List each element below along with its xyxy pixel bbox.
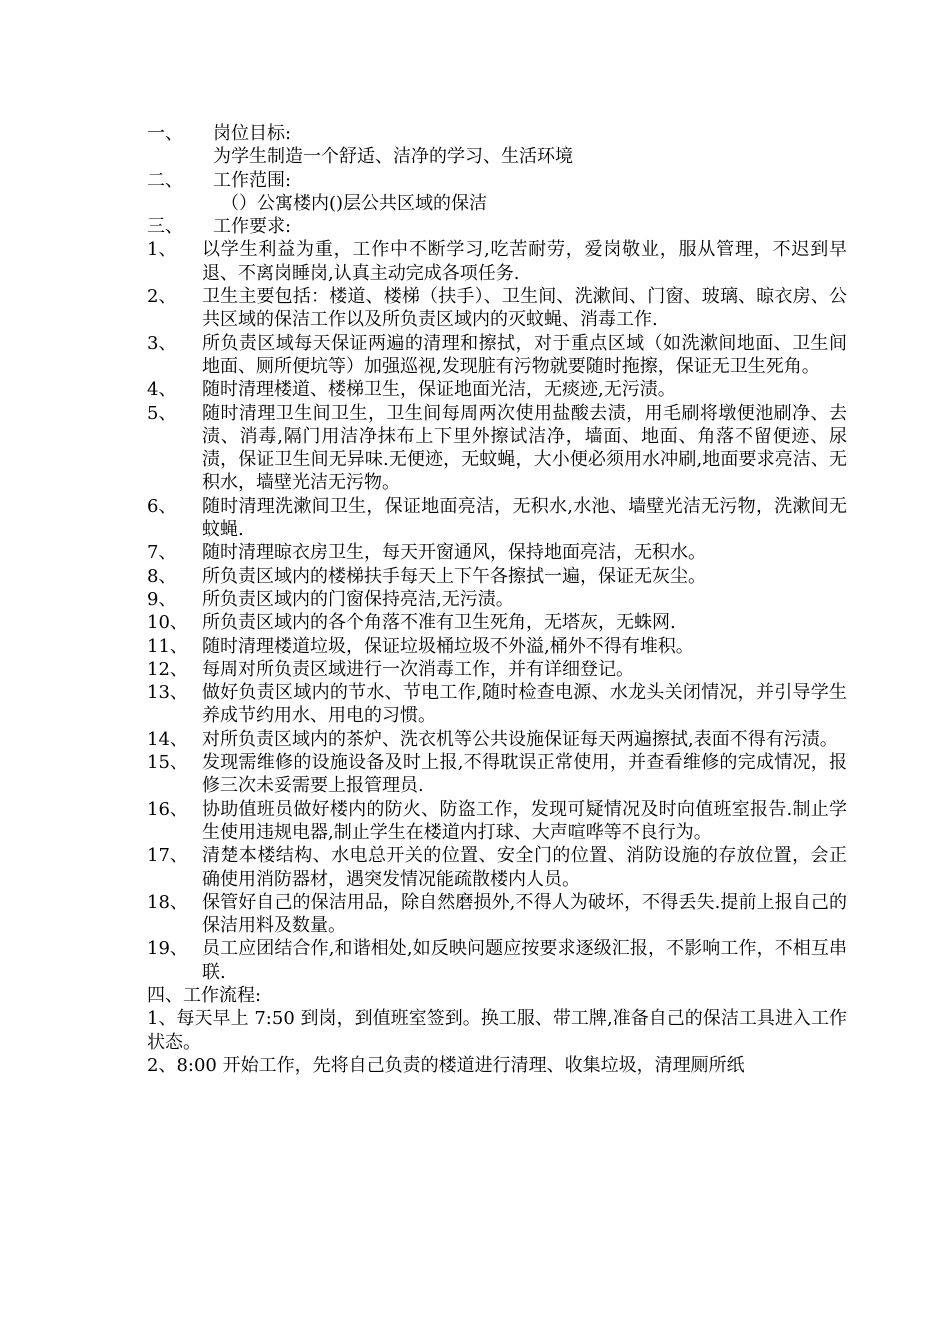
item-text: 卫生主要包括：楼道、楼梯（扶手）、卫生间、洗漱间、门窗、玻璃、晾衣房、公共区域的保洁工作以及所负责区域内的灭蚊蝇、消毒工作. xyxy=(202,286,847,331)
item-text: 发现需维修的设施设备及时上报,不得耽误正常使用，并查看维修的完成情况，报修三次未妥需要上报管理员. xyxy=(202,752,847,797)
list-item xyxy=(147,658,847,681)
item-text: 所负责区域每天保证两遍的清理和擦拭，对于重点区域（如洗漱间地面、卫生间地面、厕所便坑等）加强巡视,发现脏有污物就要随时拖擦，保证无卫生死角。 xyxy=(202,332,847,377)
section-goal xyxy=(147,122,847,145)
item-text: 以学生利益为重，工作中不断学习,吃苦耐劳，爱岗敬业，服从管理，不迟到早退、不离岗睡岗,认真主动完成各项任务. xyxy=(202,239,847,284)
list-item xyxy=(147,937,847,984)
item-number: 8、 xyxy=(147,565,177,587)
item-number: 9、 xyxy=(147,588,177,610)
list-item xyxy=(147,495,847,542)
item-number: 12、 xyxy=(147,658,188,680)
item-number: 2、 xyxy=(147,286,177,308)
item-text: 协助值班员做好楼内的防火、防盗工作，发现可疑情况及时向值班室报告.制止学生使用违规电器,制止学生在楼道内打球、大声喧哗等不良行为。 xyxy=(202,798,847,843)
list-item xyxy=(147,844,847,891)
requirements-list xyxy=(147,238,847,984)
section-requirements xyxy=(147,215,847,238)
list-item xyxy=(147,378,847,401)
list-item xyxy=(147,565,847,588)
item-number: 6、 xyxy=(147,495,177,517)
item-number: 18、 xyxy=(147,891,188,913)
item-text: 清楚本楼结构、水电总开关的位置、安全门的位置、消防设施的存放位置，会正确使用消防器材，遇突发情况能疏散楼内人员。 xyxy=(202,845,847,890)
section-number: 三、 xyxy=(147,216,183,238)
list-item xyxy=(147,588,847,611)
item-number: 4、 xyxy=(147,379,177,401)
section-body: （）公寓楼内()层公共区域的保洁 xyxy=(221,192,488,214)
workflow-step: 1、每天早上 7:50 到岗，到值班室签到。换工服、带工牌,准备自己的保洁工具进入工作状态。 xyxy=(147,1008,847,1053)
list-item xyxy=(147,611,847,634)
section-body: 为学生制造一个舒适、洁净的学习、生活环境 xyxy=(213,146,573,168)
item-number: 11、 xyxy=(147,635,188,657)
item-text: 随时清理晾衣房卫生，每天开窗通风，保持地面亮洁，无积水。 xyxy=(202,542,706,564)
item-text: 随时清理楼道、楼梯卫生，保证地面光洁，无痰迹,无污渍。 xyxy=(202,379,676,401)
item-text: 做好负责区域内的节水、节电工作,随时检查电源、水龙头关闭情况，并引导学生养成节约用水、用电的习惯。 xyxy=(202,682,847,727)
list-item xyxy=(147,681,847,728)
item-number: 3、 xyxy=(147,332,177,354)
item-number: 16、 xyxy=(147,798,188,820)
item-number: 14、 xyxy=(147,728,188,750)
section-title: 工作范围: xyxy=(213,169,292,191)
list-item xyxy=(147,635,847,658)
list-item xyxy=(147,798,847,845)
list-item xyxy=(147,751,847,798)
list-item xyxy=(147,541,847,564)
list-item xyxy=(147,728,847,751)
item-text: 每周对所负责区域进行一次消毒工作，并有详细登记。 xyxy=(202,658,634,680)
item-text: 随时清理洗漱间卫生，保证地面亮洁，无积水,水池、墙壁光洁无污物，洗漱间无蚊蝇. xyxy=(202,495,847,541)
item-text: 所负责区域内的门窗保持亮洁,无污渍。 xyxy=(202,588,514,610)
item-text: 所负责区域内的各个角落不准有卫生死角，无塔灰，无蛛网. xyxy=(202,612,676,634)
list-item xyxy=(147,238,847,285)
workflow-step: 2、8:00 开始工作，先将自己负责的楼道进行清理、收集垃圾，清理厕所纸 xyxy=(147,1054,745,1076)
section-title: 工作要求: xyxy=(213,216,292,238)
document-body xyxy=(147,122,847,1077)
list-item xyxy=(147,402,847,495)
item-text: 随时清理楼道垃圾，保证垃圾桶垃圾不外溢,桶外不得有堆积。 xyxy=(202,635,694,657)
section-scope xyxy=(147,169,847,192)
item-number: 15、 xyxy=(147,752,188,774)
item-number: 13、 xyxy=(147,682,188,704)
section-title: 岗位目标: xyxy=(213,123,292,144)
item-text: 所负责区域内的楼梯扶手每天上下午各擦拭一遍，保证无灰尘。 xyxy=(202,565,706,587)
item-number: 10、 xyxy=(147,612,188,634)
section-number: 二、 xyxy=(147,169,183,191)
list-item xyxy=(147,891,847,938)
item-text: 保管好自己的保洁用品，除自然磨损外,不得人为破坏，不得丢失.提前上报自己的保洁用料及数量。 xyxy=(202,891,847,937)
item-text: 员工应团结合作,和谐相处,如反映问题应按要求逐级汇报，不影响工作，不相互串联. xyxy=(202,938,847,983)
section-number: 一、 xyxy=(147,123,183,144)
item-text: 随时清理卫生间卫生，卫生间每周两次使用盐酸去渍，用毛刷将墩便池刷净、去渍、消毒,隔门用洁净抹布上下里外擦试洁净，墙面、地面、角落不留便迹、尿渍，保证卫生间无异味.无便迹，无蚊蝇，大小便必须用水冲刷,地面要求亮洁、无积水，墙壁光洁无污物。 xyxy=(202,402,847,494)
list-item xyxy=(147,332,847,379)
item-number: 19、 xyxy=(147,938,188,960)
item-number: 5、 xyxy=(147,402,177,424)
workflow-title: 四、工作流程: xyxy=(147,984,262,1006)
list-item xyxy=(147,285,847,332)
item-number: 17、 xyxy=(147,845,188,867)
item-number: 7、 xyxy=(147,542,177,564)
item-text: 对所负责区域内的茶炉、洗衣机等公共设施保证每天两遍擦拭,表面不得有污渍。 xyxy=(202,728,838,750)
item-number: 1、 xyxy=(147,239,177,261)
